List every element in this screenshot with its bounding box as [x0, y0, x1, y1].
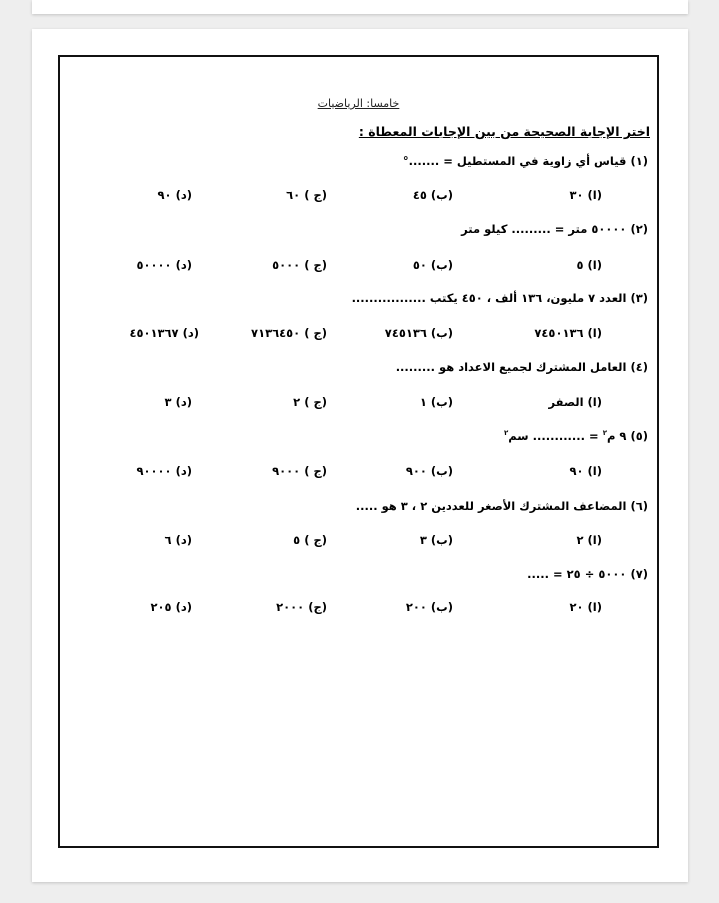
q5-option-a[interactable]: (ا) ٩٠ — [569, 464, 602, 478]
q3-option-d[interactable]: (د) ٤٥٠١٣٦٧ — [129, 326, 199, 340]
q3-option-c[interactable]: (ج ) ٧١٣٦٤٥٠ — [251, 326, 327, 340]
q3-option-a[interactable]: (ا) ٧٤٥٠١٣٦ — [534, 326, 602, 340]
q5-option-d[interactable]: (د) ٩٠٠٠٠ — [136, 464, 192, 478]
q7-option-a[interactable]: (ا) ٢٠ — [569, 600, 602, 614]
q1-option-c[interactable]: (ج ) ٦٠ — [286, 188, 327, 202]
q4-option-b[interactable]: (ب) ١ — [419, 395, 453, 409]
q4-option-d[interactable]: (د) ٣ — [164, 395, 192, 409]
q1-option-d[interactable]: (د) ٩٠ — [157, 188, 192, 202]
instruction-text: اختر الإجابة الصحيحة من بين الإجابات المعطاة : — [358, 124, 650, 139]
q5-option-b[interactable]: (ب) ٩٠٠ — [405, 464, 453, 478]
q4-option-c[interactable]: (ج ) ٢ — [293, 395, 327, 409]
q6-option-b[interactable]: (ب) ٣ — [419, 533, 453, 547]
worksheet-page — [32, 29, 688, 882]
question-5: (٥) ٩ م$^٢$ = ............ سم$^٢$ — [504, 429, 648, 443]
q2-option-d[interactable]: (د) ٥٠٠٠٠ — [136, 258, 192, 272]
q6-option-c[interactable]: (ج ) ٥ — [293, 533, 327, 547]
subject-title: خامسا: الرياضيات — [317, 97, 400, 110]
previous-page-card — [32, 0, 688, 14]
worksheet-frame — [58, 55, 659, 848]
question-4: (٤) العامل المشترك لجميع الاعداد هو ......... — [395, 360, 648, 374]
question-6: (٦) المضاعف المشترك الأصغر للعددين ٢ ، ٣ هو ..... — [355, 499, 648, 513]
q5-option-c[interactable]: (ج ) ٩٠٠٠ — [272, 464, 327, 478]
question-2: (٢) ٥٠٠٠٠ متر = ......... كيلو متر — [461, 222, 648, 236]
q2-option-b[interactable]: (ب) ٥٠ — [412, 258, 453, 272]
q3-option-b[interactable]: (ب) ٧٤٥١٣٦ — [384, 326, 453, 340]
q2-option-c[interactable]: (ج ) ٥٠٠٠ — [272, 258, 327, 272]
question-3: (٣) العدد ٧ مليون، ١٣٦ ألف ، ٤٥٠ يكتب ................. — [351, 291, 648, 305]
q6-option-d[interactable]: (د) ٦ — [164, 533, 192, 547]
question-1: (١) قياس أي زاوية في المستطيل = .......° — [402, 154, 648, 168]
q1-option-a[interactable]: (ا) ٣٠ — [569, 188, 602, 202]
q2-option-a[interactable]: (ا) ٥ — [576, 258, 602, 272]
q7-option-b[interactable]: (ب) ٢٠٠ — [405, 600, 453, 614]
q7-option-d[interactable]: (د) ٢٠٥ — [150, 600, 192, 614]
q7-option-c[interactable]: (ج) ٢٠٠٠ — [276, 600, 327, 614]
q6-option-a[interactable]: (ا) ٢ — [576, 533, 602, 547]
q4-option-a[interactable]: (ا) الصفر — [548, 395, 602, 409]
q1-option-b[interactable]: (ب) ٤٥ — [412, 188, 453, 202]
question-7: (٧) ٥٠٠٠ ÷ ٢٥ = ..... — [527, 567, 648, 581]
